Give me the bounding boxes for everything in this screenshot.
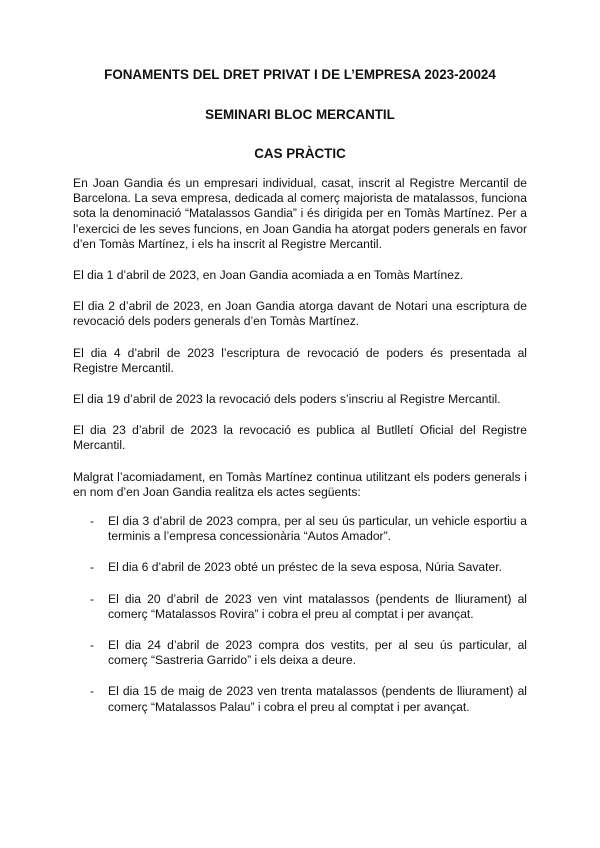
bullet-dash: - bbox=[90, 514, 95, 529]
list-item bbox=[73, 560, 527, 575]
list-item bbox=[73, 514, 527, 544]
bullet-dash: - bbox=[90, 638, 95, 653]
list-item-text: El dia 15 de maig de 2023 ven trenta matalassos (pendents de lliurament) al comerç “Matalassos Palau” i cobra el preu al comptat i per avançat. bbox=[108, 684, 527, 714]
paragraph-registry-submission: El dia 4 d’abril de 2023 l’escriptura de revocació de poders és presentada al Registre Mercantil. bbox=[73, 345, 527, 375]
paragraph-intro: En Joan Gandia és un empresari individual, casat, inscrit al Registre Mercantil de Barcelona. La seva empresa, dedicada al comerç majorista de matalassos, funciona sota la denominació “Matalassos Gandia” i és dirigida per en Tomàs Martínez. Per a l’exercici de les seves funcions, en Joan Gandia ha atorgat poders generals en favor d’en Tomàs Martínez, i els ha inscrit al Registre Mercantil. bbox=[73, 176, 527, 251]
list-item bbox=[73, 638, 527, 668]
list-item-text: El dia 6 d’abril de 2023 obté un préstec de la seva esposa, Núria Savater. bbox=[108, 560, 502, 575]
document-subtitle: SEMINARI BLOC MERCANTIL bbox=[205, 107, 395, 122]
list-item bbox=[73, 684, 527, 714]
bullet-dash: - bbox=[90, 560, 95, 575]
paragraph-revocation-deed: El dia 2 d’abril de 2023, en Joan Gandia atorga davant de Notari una escriptura de revocació dels poders generals d’en Tomàs Martínez. bbox=[73, 299, 527, 329]
document-title: FONAMENTS DEL DRET PRIVAT I DE L’EMPRESA 2023-20024 bbox=[104, 67, 496, 82]
list-item-text: El dia 3 d’abril de 2023 compra, per al seu ús particular, un vehicle esportiu a terminis a l’empresa concessionària “Autos Amador”. bbox=[108, 514, 527, 544]
paragraph-publication: El dia 23 d’abril de 2023 la revocació es publica al Butlletí Oficial del Registre Mercantil. bbox=[73, 423, 527, 453]
list-item bbox=[73, 592, 527, 622]
bullet-dash: - bbox=[90, 591, 95, 606]
section-title: CAS PRÀCTIC bbox=[254, 146, 346, 161]
paragraph-dismissal: El dia 1 d’abril de 2023, en Joan Gandia acomiada a en Tomàs Martínez. bbox=[73, 268, 464, 283]
list-item-text: El dia 24 d’abril de 2023 compra dos vestits, per al seu ús particular, al comerç “Sastreria Garrido” i els deixa a deure. bbox=[108, 638, 527, 668]
list-item-text: El dia 20 d’abril de 2023 ven vint matalassos (pendents de lliurament) al comerç “Matalassos Rovira” i cobra el preu al comptat i per avançat. bbox=[108, 591, 527, 621]
document-page bbox=[73, 66, 527, 731]
bullet-dash: - bbox=[90, 684, 95, 699]
paragraph-registry-inscription: El dia 19 d’abril de 2023 la revocació dels poders s’inscriu al Registre Mercantil. bbox=[73, 392, 501, 407]
paragraph-acts-intro: Malgrat l’acomiadament, en Tomàs Martínez continua utilitzant els poders generals i en nom d’en Joan Gandia realitza els actes següents: bbox=[73, 469, 527, 499]
acts-list bbox=[73, 514, 527, 715]
